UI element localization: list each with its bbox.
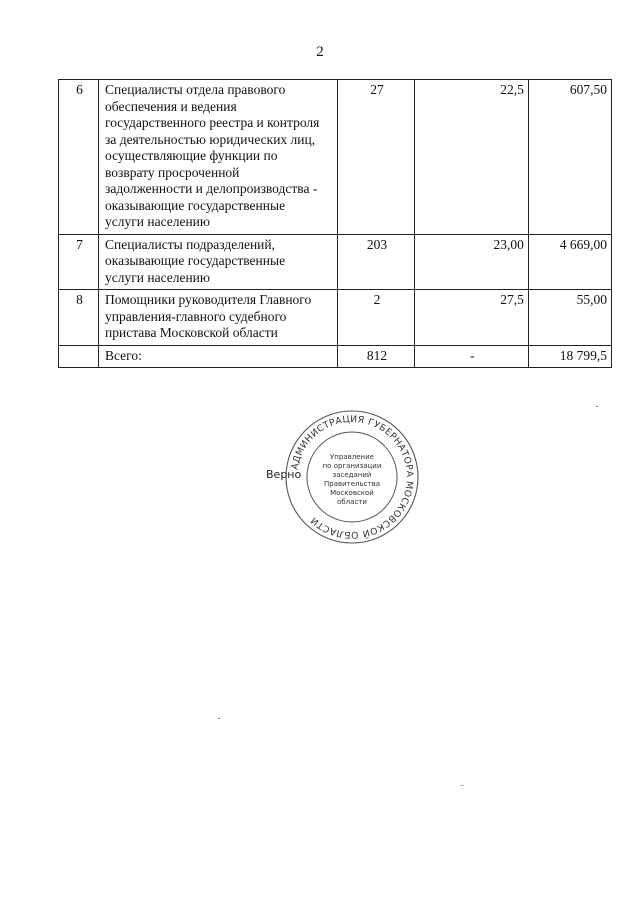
scan-speck <box>461 785 463 786</box>
official-stamp <box>283 408 421 546</box>
table-row <box>59 234 612 290</box>
position-name-cell <box>99 234 338 290</box>
stamp-center-text <box>307 453 397 507</box>
position-name-line: за деятельностью юридических лиц, <box>105 131 316 147</box>
table-row <box>59 290 612 346</box>
position-name-cell <box>99 290 338 346</box>
stamp-line: по организации <box>322 462 382 470</box>
staff-table <box>58 79 612 368</box>
headcount-cell: 812 <box>338 345 415 368</box>
stamp-ring-text: АДМИНИСТРАЦИЯ ГУБЕРНАТОРА МОСКОВСКОЙ ОБЛАСТИ <box>289 413 416 541</box>
rate-cell: - <box>414 345 528 368</box>
position-name-line: Помощники руководителя Главного <box>105 292 312 307</box>
headcount-cell: 203 <box>338 234 415 290</box>
table-row <box>59 345 612 368</box>
sum-cell: 607,50 <box>528 80 611 235</box>
sum-cell: 4 669,00 <box>528 234 611 290</box>
rate-cell: 23,00 <box>414 234 528 290</box>
position-name-cell <box>99 80 338 235</box>
position-name-line: оказывающие государственные <box>105 253 286 268</box>
position-name-line: осуществляющие функции по <box>105 148 278 163</box>
position-name-line: услуги населению <box>105 214 210 229</box>
position-name-line: пристава Московской области <box>105 325 278 340</box>
page-number: 2 <box>316 44 324 60</box>
verno-mark: Верно <box>266 468 302 481</box>
stamp-line: заседаний <box>332 471 372 479</box>
headcount-cell: 27 <box>338 80 415 235</box>
row-number-cell: 8 <box>59 290 99 346</box>
position-name-line: обеспечения и ведения <box>105 98 237 114</box>
position-name-line: возврату просроченной <box>105 164 240 180</box>
position-name-line: оказывающие государственные <box>105 197 286 213</box>
table-row <box>59 80 612 235</box>
headcount-cell: 2 <box>338 290 415 346</box>
row-number-cell: 7 <box>59 234 99 290</box>
position-name-line: Всего: <box>105 347 142 363</box>
position-name-line: государственного реестра и контроля <box>105 115 320 130</box>
row-number-cell: 6 <box>59 80 99 235</box>
position-name-line: Специалисты отдела правового <box>105 82 286 97</box>
position-name-line: услуги населению <box>105 269 210 285</box>
sum-cell: 18 799,5 <box>528 345 611 368</box>
row-number-cell <box>59 345 99 368</box>
scan-speck <box>218 718 220 719</box>
position-name-cell <box>99 345 338 368</box>
stamp-line: Московской <box>330 489 374 497</box>
stamp-line: Правительства <box>324 480 380 488</box>
position-name-line: управления-главного судебного <box>105 308 287 324</box>
sum-cell: 55,00 <box>528 290 611 346</box>
rate-cell: 22,5 <box>414 80 528 235</box>
scan-speck <box>596 406 598 407</box>
position-name-line: задолженности и делопроизводства - <box>105 181 318 196</box>
position-name-line: Специалисты подразделений, <box>105 236 276 252</box>
rate-cell: 27,5 <box>414 290 528 346</box>
stamp-line: Управление <box>330 453 374 461</box>
stamp-line: области <box>337 498 367 506</box>
